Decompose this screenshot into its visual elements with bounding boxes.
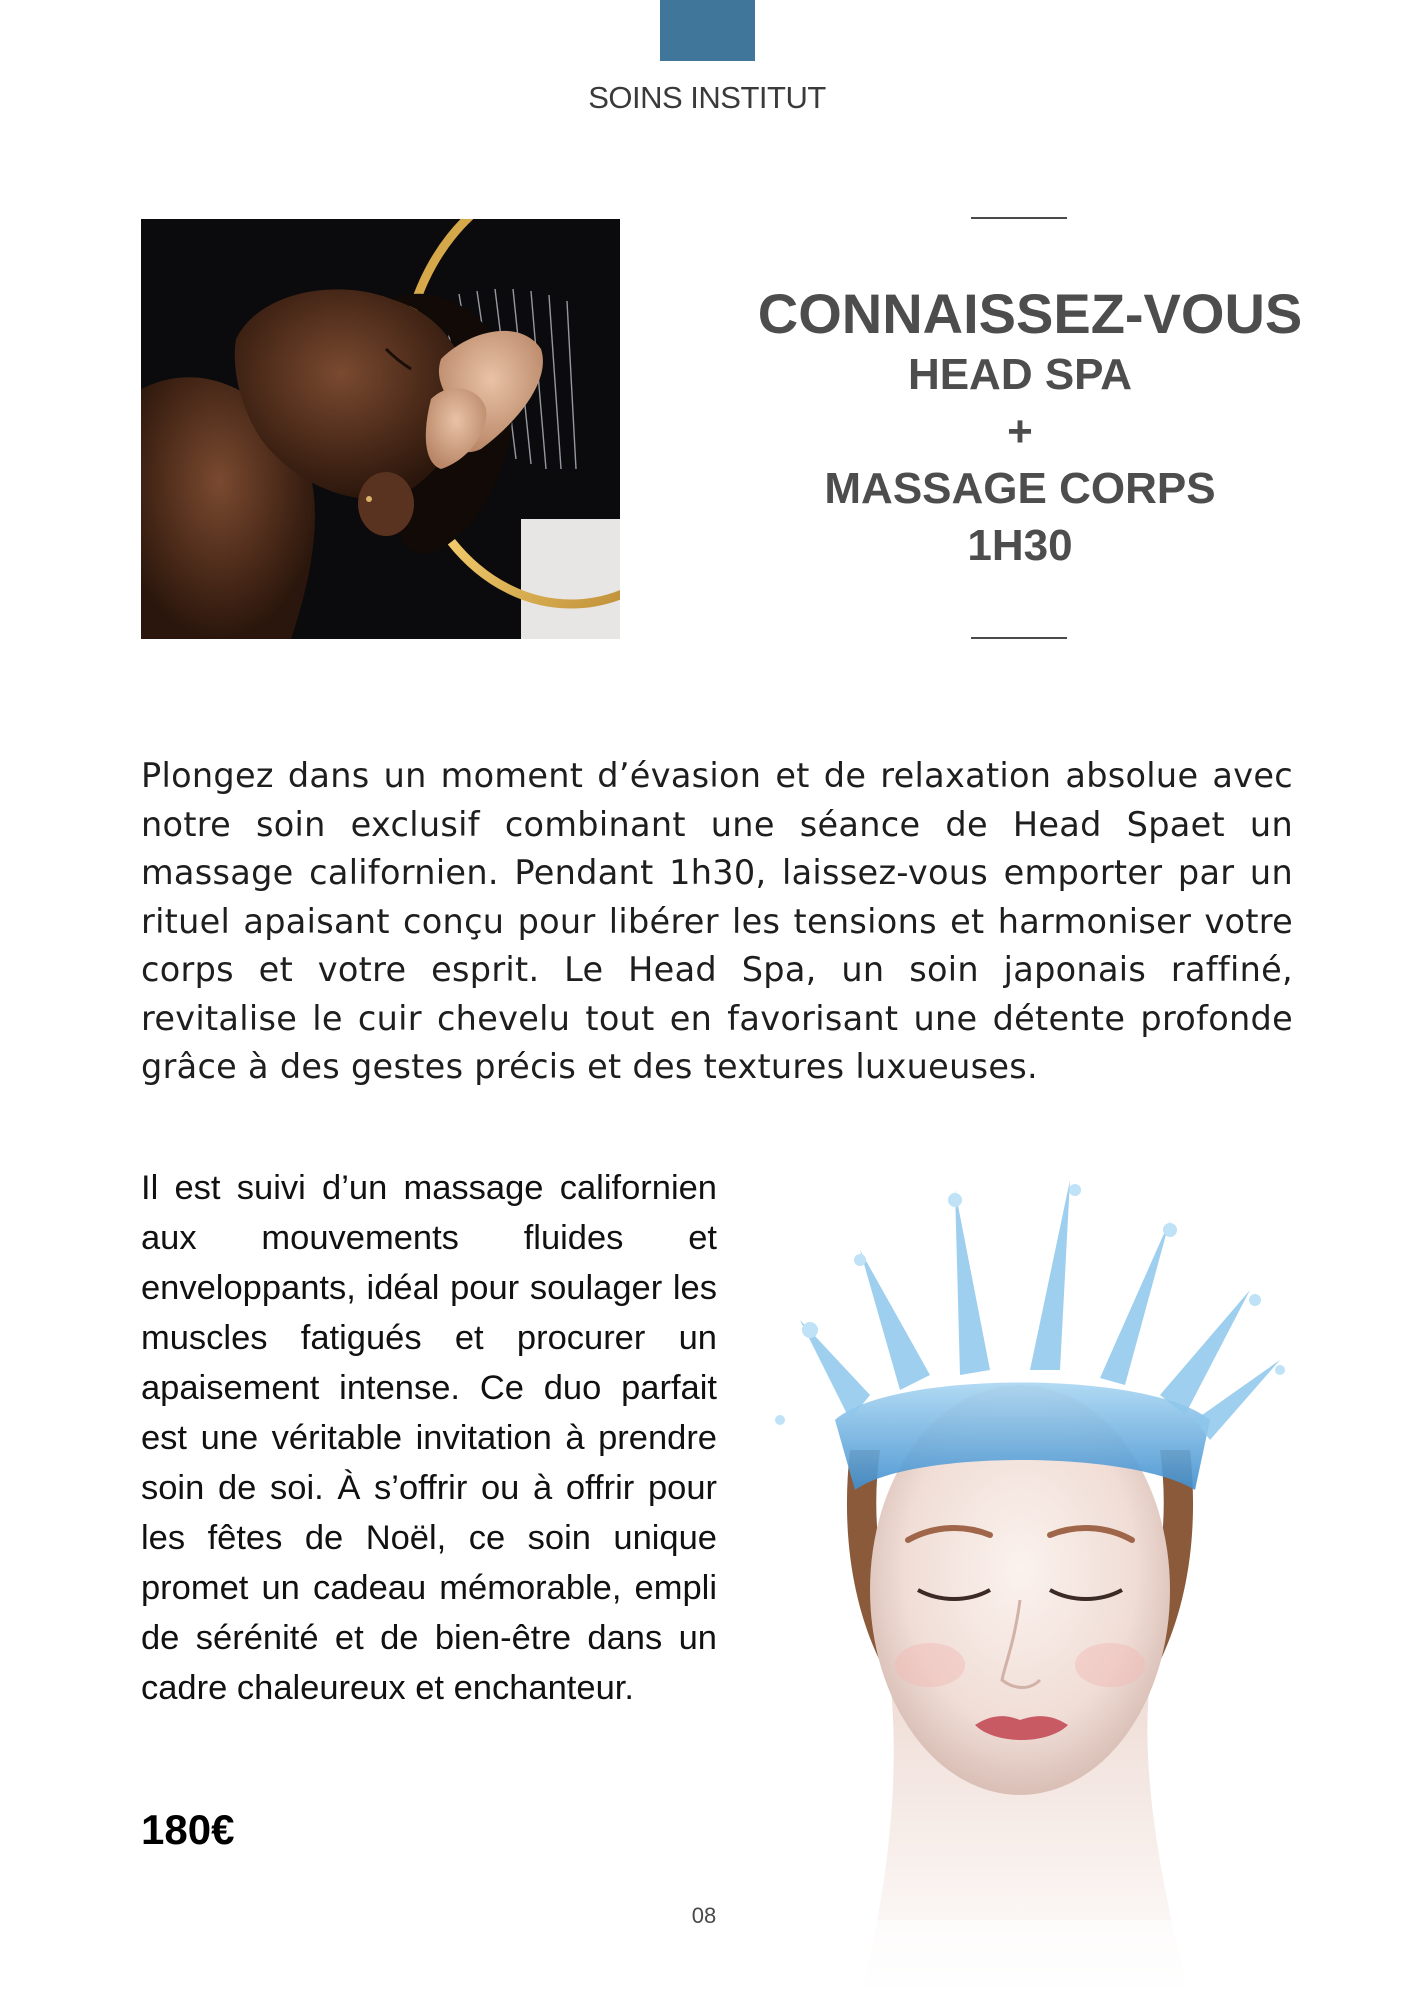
brand-header: SOINS INSTITUT [588,80,826,115]
title-line-head-spa: HEAD SPA [907,350,1133,399]
water-crown-portrait [740,1120,1310,2000]
detail-paragraph: Il est suivi d’un massage californien aux mouvements fluides et enveloppants, idéal pour soulager les muscles fatigués et procurer un apaisement intense. Ce duo parfait est une véritable invitation à prendre soin de soi. À s’offrir ou à offrir pour les fêtes de Noël, ce soin unique promet un cadeau mémorable, empli de sérénité et de bien-être dans un cadre chaleureux et enchanteur. [141,1169,717,1707]
title-block [700,282,1340,574]
intro-paragraph: Plongez dans un moment d’évasion et de relaxation absolue avec notre soin exclusif combinant une séance de Head Spaet un massage californien. Pendant 1h30, laissez-vous emporter par un rituel apaisant conçu pour libérer les tensions et harmoniser votre corps et votre esprit. Le Head Spa, un soin japonais raffiné, revitalise le cuir chevelu tout en favorisant une détente profonde grâce à des gestes précis et des textures luxueuses. [141,756,1293,1086]
title-main: CONNAISSEZ-VOUS [757,282,1303,345]
title-line-plus: + [1007,407,1033,456]
head-spa-photo [141,219,620,639]
title-line-massage: MASSAGE CORPS [824,464,1216,513]
title-rule-top [971,217,1067,219]
header-accent-block [660,0,755,61]
price: 180€ [141,1806,235,1853]
page-number: 08 [691,1903,717,1928]
title-rule-bottom [971,637,1067,639]
title-line-duration: 1H30 [967,521,1073,570]
